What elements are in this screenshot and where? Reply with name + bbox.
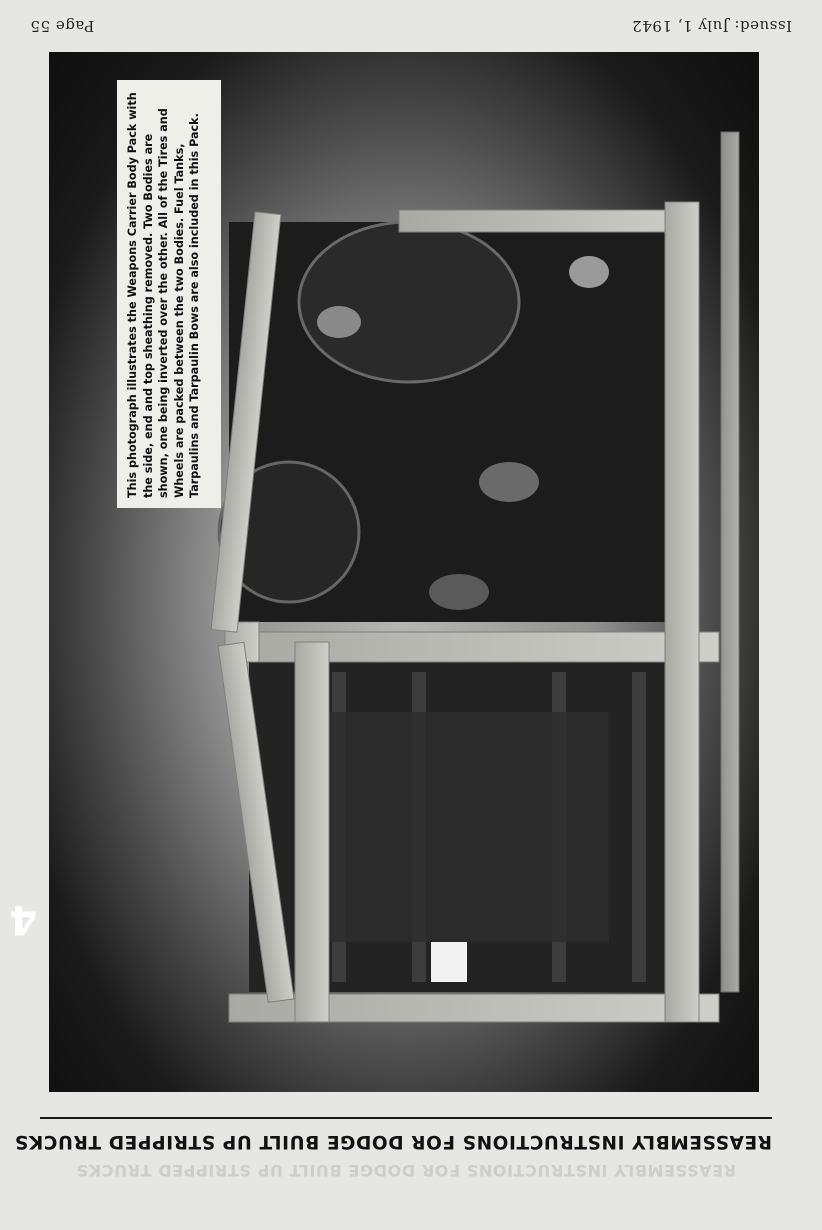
page-header — [30, 11, 792, 35]
photo-caption: This photograph illustrates the Weapons Carrier Body Pack with the side, end and top sheathing removed. Two Bodies are shown, one being inverted over the other. All of the Tires and Wheels are packed between the two Bodies. Fuel Tanks, Tarpaulins and Tarpaulin Bows are also included in this Pack. — [126, 92, 202, 498]
wheel-hub-4 — [569, 256, 609, 288]
lower-body-seat — [309, 712, 609, 942]
bleed-through-title: REASSEMBLY INSTRUCTIONS FOR DODGE BUILT UP STRIPPED TRUCKS — [76, 1161, 736, 1180]
page-number: Page 55 — [30, 17, 95, 35]
wheel-hub-1 — [479, 462, 539, 502]
crate-block — [431, 942, 467, 982]
wheel-hub-3 — [429, 574, 489, 610]
figure-number: 4 — [9, 896, 37, 942]
wheel-hub-2 — [317, 306, 361, 338]
issued-date: Issued: July 1, 1942 — [631, 17, 792, 35]
page-title: REASSEMBLY INSTRUCTIONS FOR DODGE BUILT UP STRIPPED TRUCKS — [14, 1131, 772, 1152]
photo-caption-box — [117, 80, 221, 508]
tire-1 — [299, 222, 519, 382]
title-rule — [40, 1117, 772, 1119]
